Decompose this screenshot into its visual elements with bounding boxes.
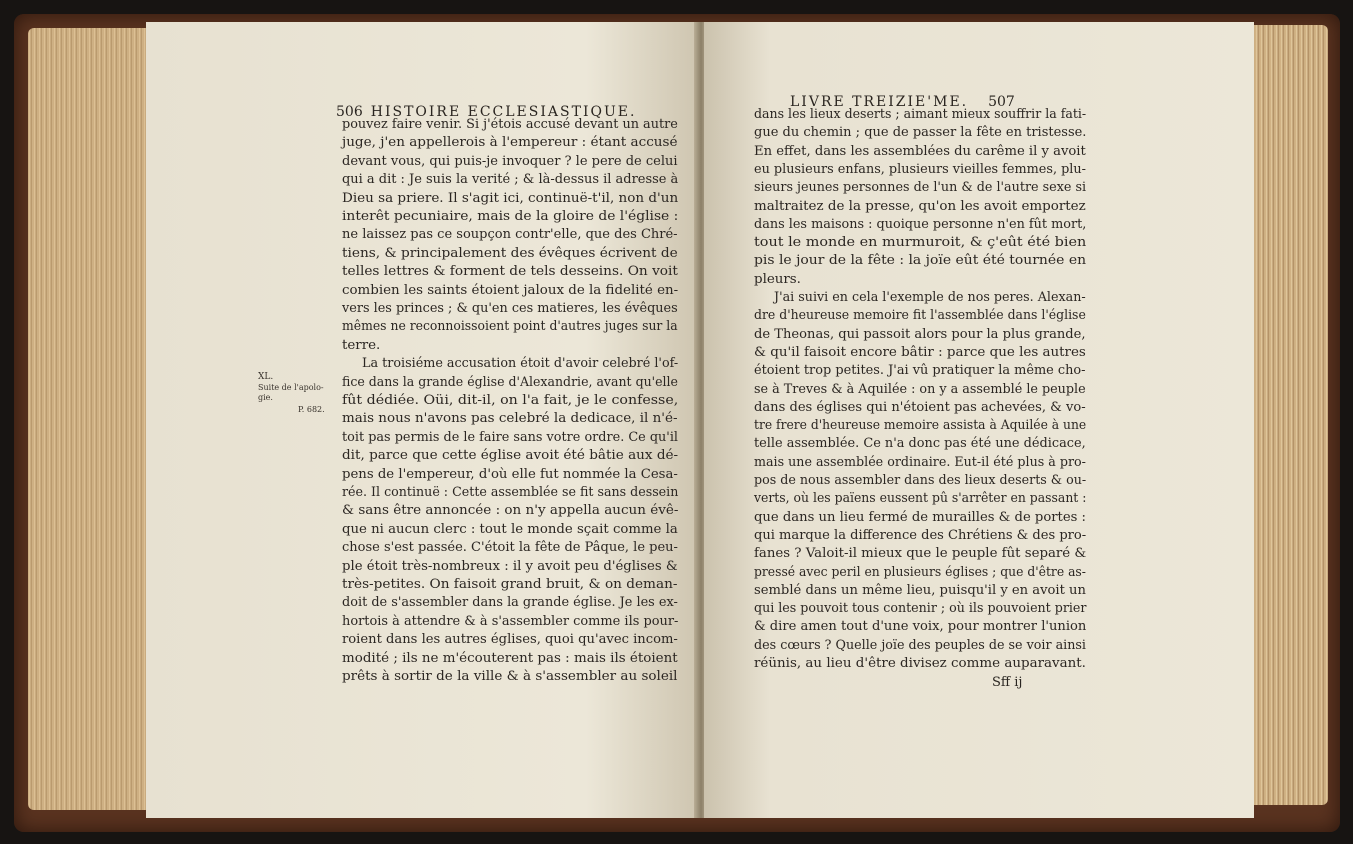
- text-line: de Theonas, qui passoit alors pour la plus grande,: [754, 326, 1086, 342]
- text-line: eu plusieurs enfans, plusieurs vieilles femmes, plu-: [754, 161, 1086, 177]
- text-line: se à Treves & à Aquilée : on y a assemblé le peuple: [754, 381, 1086, 397]
- text-line: prêts à sortir de la ville & à s'assembler au soleil: [342, 669, 678, 684]
- text-line: gue du chemin ; que de passer la fête en tristesse.: [754, 125, 1087, 141]
- text-line: roient dans les autres églises, quoi qu'avec incom-: [342, 632, 678, 648]
- text-line: dit, parce que cette église avoit été bâtie aux dé-: [342, 448, 679, 464]
- text-line: pis le jour de la fête : la joïe eût été tournée en: [754, 253, 1087, 269]
- text-line: ne laissez pas ce soupçon contr'elle, que des Chré-: [342, 227, 678, 243]
- text-line: vers les princes ; & qu'en ces matieres, les évêques: [342, 301, 678, 316]
- text-line: étoient trop petites. J'ai vû pratiquer la même cho-: [754, 363, 1086, 379]
- text-line: pos de nous assembler dans des lieux deserts & ou-: [754, 473, 1087, 488]
- text-line: devant vous, qui puis-je invoquer ? le pere de celui: [342, 153, 678, 169]
- text-line: Dieu sa priere. Il s'agit ici, continuë-t'il, non d'un: [342, 190, 679, 206]
- text-line: qui les pouvoit tous contenir ; où ils pouvoient prier: [754, 601, 1087, 617]
- text-line: toit pas permis de le faire sans votre ordre. Ce qu'il: [342, 429, 679, 445]
- right-page-number: 507: [988, 94, 1015, 110]
- text-line: qui a dit : Je suis la verité ; & là-dessus il adresse à: [342, 172, 679, 188]
- text-line: rée. Il continuë : Cette assemblée se fit sans dessein: [342, 485, 679, 500]
- text-line: sieurs jeunes personnes de l'un & de l'autre sexe si: [754, 180, 1087, 196]
- text-line: doit de s'assembler dans la grande église. Je les ex-: [342, 595, 678, 611]
- text-line: & dire amen tout d'une voix, pour montrer l'union: [754, 619, 1087, 635]
- text-line: fice dans la grande église d'Alexandrie, avant qu'elle: [342, 374, 678, 390]
- left-page-title: HISTOIRE ECCLESIASTIQUE.: [370, 104, 637, 120]
- text-line: fût dédiée. Oüi, dit-il, on l'a fait, je le confesse,: [342, 393, 679, 408]
- signature-mark: Sff ij: [992, 675, 1023, 690]
- text-line: telles lettres & forment de tels desseins. On voit: [342, 264, 678, 280]
- text-line: maltraitez de la presse, qu'on les avoit emportez: [754, 198, 1086, 214]
- text-line: des cœurs ? Quelle joïe des peuples de se voir ainsi: [754, 637, 1086, 653]
- text-line: mais une assemblée ordinaire. Eut-il été plus à pro-: [754, 454, 1086, 470]
- text-line: fanes ? Valoit-il mieux que le peuple fût separé &: [754, 546, 1087, 562]
- text-line: réünis, au lieu d'être divisez comme auparavant.: [754, 656, 1086, 671]
- text-line: J'ai suivi en cela l'exemple de nos peres. Alexan-: [774, 290, 1086, 305]
- left-page-number: 506: [336, 104, 363, 120]
- text-line: & qu'il faisoit encore bâtir : parce que les autres: [754, 344, 1086, 360]
- text-line: combien les saints étoient jaloux de la fidelité en-: [342, 282, 679, 298]
- text-line: pens de l'empereur, d'où elle fut nommée la Cesa-: [342, 466, 678, 482]
- text-line: interêt pecuniaire, mais de la gloire de l'église :: [342, 209, 679, 224]
- text-line: que dans un lieu fermé de murailles & de portes :: [754, 509, 1086, 525]
- left-page: [146, 22, 696, 818]
- text-line: mais nous n'avons pas celebré la dedicace, il n'é-: [342, 411, 678, 427]
- text-line: très-petites. On faisoit grand bruit, & on deman-: [342, 577, 678, 592]
- text-line: telle assemblée. Ce n'a donc pas été une dédicace,: [754, 436, 1086, 452]
- margin-note-ref: P. 682.: [298, 405, 325, 414]
- margin-note-title-1: Suite de l'apolo-: [258, 383, 324, 392]
- text-line: En effet, dans les assemblées du carême il y avoit: [754, 143, 1086, 159]
- text-line: modité ; ils ne m'écouterent pas : mais ils étoient: [342, 650, 678, 666]
- text-line: & sans être annoncée : on n'y appella aucun évê-: [342, 503, 679, 519]
- text-line: hortois à attendre & à s'assembler comme ils pour-: [342, 613, 679, 629]
- text-line: La troisiéme accusation étoit d'avoir celebré l'of-: [362, 356, 679, 372]
- text-line: tiens, & principalement des évêques écrivent de: [342, 245, 678, 261]
- text-line: qui marque la difference des Chrétiens & des pro-: [754, 527, 1087, 543]
- page-edges-left: [28, 28, 150, 810]
- text-line: chose s'est passée. C'étoit la fête de Pâque, le peu-: [342, 540, 678, 556]
- text-line: dans les maisons : quoique personne n'en fût mort,: [754, 216, 1087, 232]
- text-line: verts, où les païens eussent pû s'arrêter en passant :: [754, 491, 1087, 507]
- text-line: tout le monde en murmuroit, & ç'eût été bien: [754, 235, 1087, 251]
- text-line: dans des églises qui n'étoient pas achevées, & vo-: [754, 399, 1086, 415]
- text-line: tre frere d'heureuse memoire assista à Aquilée à une: [754, 418, 1087, 434]
- text-line: dre d'heureuse memoire fit l'assemblée dans l'église: [754, 308, 1086, 324]
- text-line: semblé dans un même lieu, puisqu'il y en avoit un: [754, 582, 1086, 598]
- margin-note-number: XL.: [258, 372, 274, 382]
- text-line: dans les lieux deserts ; aimant mieux souffrir la fati-: [754, 107, 1087, 122]
- page-edges-right: [1250, 25, 1328, 805]
- right-page-title: LIVRE TREIZIE'ME.: [790, 94, 969, 110]
- text-line: ple étoit très-nombreux : il y avoit peu d'églises &: [342, 558, 678, 574]
- text-line: pressé avec peril en plusieurs églises ; que d'être as-: [754, 564, 1086, 580]
- margin-note-title-2: gie.: [258, 393, 273, 402]
- text-line: pleurs.: [754, 271, 801, 287]
- right-page: [704, 22, 1254, 818]
- text-line: pouvez faire venir. Si j'étois accusé devant un autre: [342, 117, 678, 132]
- text-line: mêmes ne reconnoissoient point d'autres juges sur la: [342, 319, 678, 335]
- text-line: juge, j'en appellerois à l'empereur : étant accusé: [342, 135, 678, 151]
- text-line: que ni aucun clerc : tout le monde sçait comme la: [342, 521, 678, 537]
- text-line: terre.: [342, 337, 381, 353]
